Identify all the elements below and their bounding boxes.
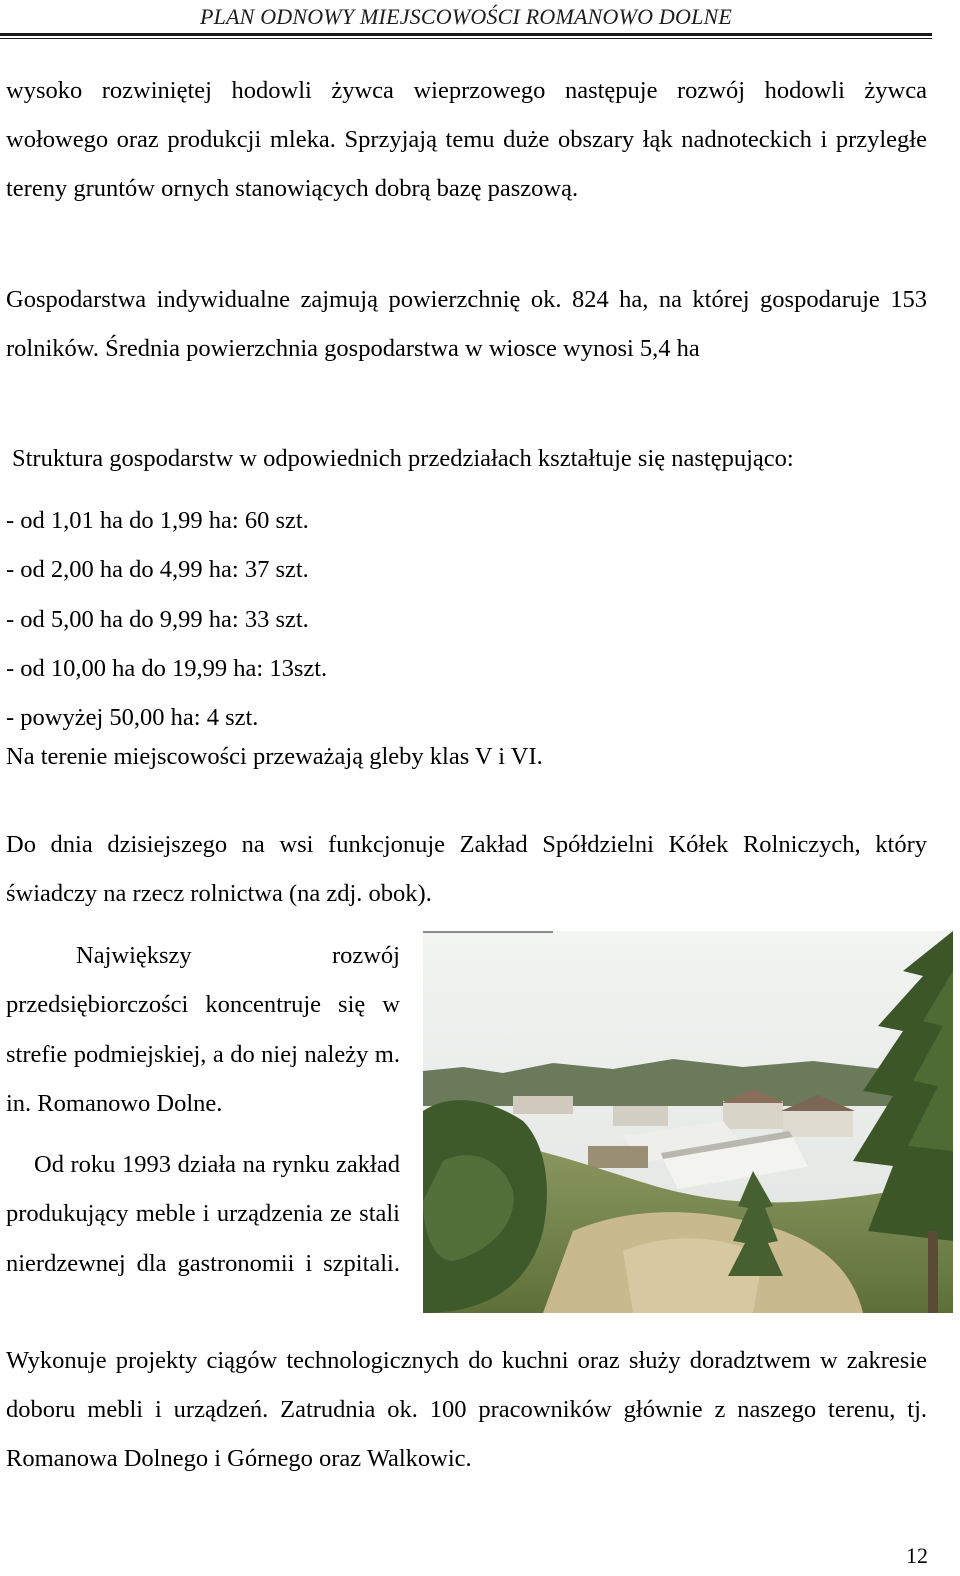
page-number: 12 <box>906 1543 928 1568</box>
list-item: - od 10,00 ha do 19,99 ha: 13szt. <box>6 654 328 682</box>
header-rule-thin <box>0 38 932 39</box>
paragraph-soil: Na terenie miejscowości przeważają gleby klas V i VI. <box>6 743 543 770</box>
paragraph-projects: Wykonuje projekty ciągów technologicznych do kuchni oraz służy doradztwem w zakresie doboru mebli i urządzeń. Zatrudnia ok. 100 pracowników głównie z naszego terenu, tj. Romanowa Dolnego i Górnego oraz Walkowic. <box>6 1347 927 1472</box>
landscape-photo <box>423 931 953 1313</box>
page-header <box>0 0 932 40</box>
paragraph-factory: Od roku 1993 działa na rynku zakład produkujący meble i urządzenia ze stali nierdzewnej dla gastronomii i szpitali. <box>6 1151 400 1277</box>
list-item: - od 2,00 ha do 4,99 ha: 37 szt. <box>6 556 309 584</box>
paragraph-farms-area: Gospodarstwa indywidualne zajmują powierzchnię ok. 824 ha, na której gospodaruje 153 rolników. Średnia powierzchnia gospodarstwa w wiosce wynosi 5,4 ha <box>6 286 927 362</box>
farm-size-list <box>6 496 706 742</box>
header-rule-thick <box>0 33 932 36</box>
list-item: - od 1,01 ha do 1,99 ha: 60 szt. <box>6 507 309 534</box>
photo-illustration <box>423 931 953 1313</box>
paragraph-cooperative: Do dnia dzisiejszego na wsi funkcjonuje Zakład Spółdzielni Kółek Rolniczych, który świadczy na rzecz rolnictwa (na zdj. obok). <box>6 831 927 907</box>
document-title: PLAN ODNOWY MIEJSCOWOŚCI ROMANOWO DOLNE <box>199 4 733 29</box>
paragraph-livestock: wysoko rozwiniętej hodowli żywca wieprzowego następuje rozwój hodowli żywca wołowego oraz produkcji mleka. Sprzyjają temu duże obszary łąk nadnoteckich i przyległe tereny gruntów ornych stanowiących dobrą bazę paszową. <box>6 77 927 202</box>
paragraph-structure-intro: Struktura gospodarstw w odpowiednich przedziałach kształtuje się następująco: <box>12 445 794 472</box>
list-item: - powyżej 50,00 ha: 4 szt. <box>6 704 259 732</box>
list-item: - od 5,00 ha do 9,99 ha: 33 szt. <box>6 605 309 633</box>
paragraph-enterprise: Największy rozwój przedsiębiorczości koncentruje się w strefie podmiejskiej, a do niej należy m. in. Romanowo Dolne. <box>6 942 400 1117</box>
